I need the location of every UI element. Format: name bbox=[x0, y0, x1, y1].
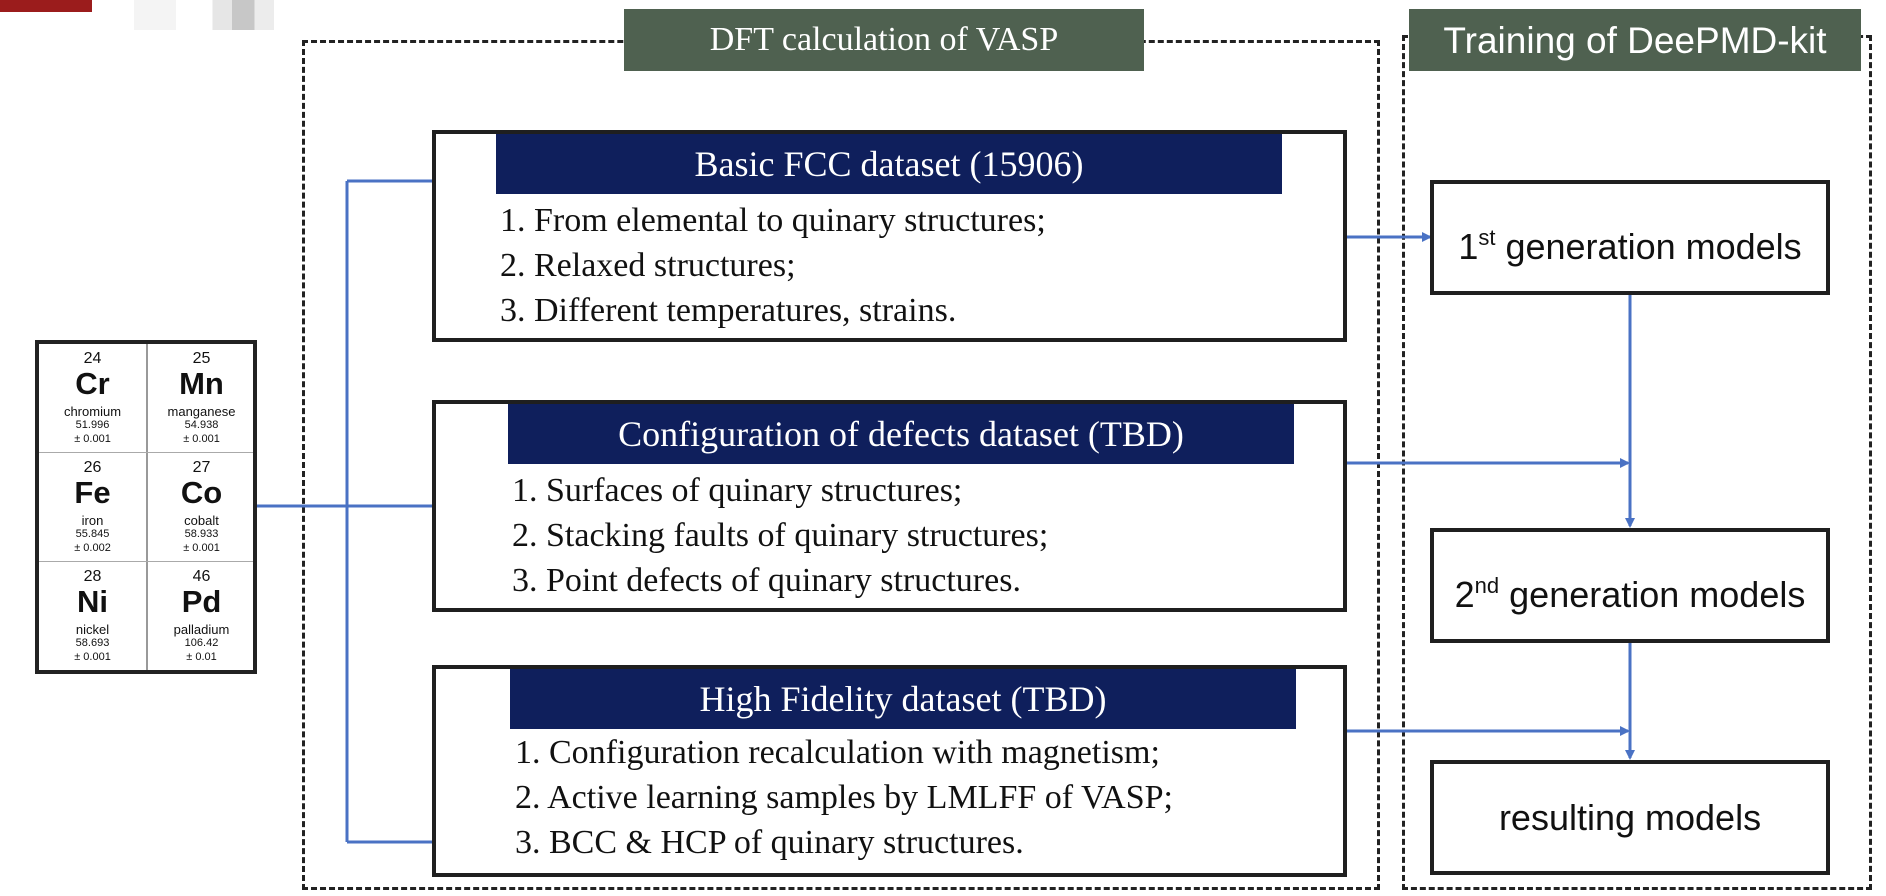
resulting-models-label: resulting models bbox=[1498, 797, 1762, 838]
element-number: 27 bbox=[192, 459, 211, 476]
dft-panel-title: DFT calculation of VASP bbox=[624, 9, 1144, 71]
element-number: 46 bbox=[192, 568, 211, 585]
element-uncertainty: ± 0.002 bbox=[74, 542, 111, 554]
element-number: 24 bbox=[83, 350, 102, 367]
element-uncertainty: ± 0.01 bbox=[186, 651, 217, 663]
element-uncertainty: ± 0.001 bbox=[74, 651, 111, 663]
defects-dataset-title: Configuration of defects dataset (TBD) bbox=[508, 404, 1294, 464]
defects-item-3: 3. Point defects of quinary structures. bbox=[512, 562, 1021, 599]
high-fidelity-item-2: 2. Active learning samples by LMLFF of VASP; bbox=[515, 779, 1173, 816]
element-symbol: Ni bbox=[77, 584, 108, 619]
resulting-models-box bbox=[1430, 760, 1830, 875]
element-symbol: Pd bbox=[181, 584, 222, 619]
element-symbol: Cr bbox=[75, 366, 110, 401]
element-cell-cr bbox=[39, 344, 146, 452]
element-name: nickel bbox=[75, 622, 110, 637]
element-name: iron bbox=[81, 513, 104, 528]
element-name: manganese bbox=[167, 404, 236, 419]
basic-fcc-dataset-title: Basic FCC dataset (15906) bbox=[496, 134, 1282, 194]
element-number: 25 bbox=[192, 350, 211, 367]
element-symbol: Co bbox=[180, 475, 223, 510]
first-generation-label: generation models bbox=[1495, 226, 1802, 267]
element-mass: 55.845 bbox=[75, 528, 110, 540]
high-fidelity-item-3: 3. BCC & HCP of quinary structures. bbox=[515, 824, 1024, 861]
element-cell-fe bbox=[39, 453, 146, 561]
element-cell-pd bbox=[148, 562, 255, 670]
element-mass: 106.42 bbox=[184, 637, 219, 649]
first-generation-number: 1 bbox=[1458, 226, 1479, 267]
basic-fcc-item-2: 2. Relaxed structures; bbox=[500, 247, 796, 284]
element-mass: 54.938 bbox=[184, 419, 219, 431]
first-generation-suffix: st bbox=[1478, 225, 1496, 250]
defects-item-1: 1. Surfaces of quinary structures; bbox=[512, 472, 963, 509]
element-cell-ni bbox=[39, 562, 146, 670]
second-generation-label: generation models bbox=[1499, 574, 1806, 615]
element-uncertainty: ± 0.001 bbox=[74, 433, 111, 445]
second-generation-models-box bbox=[1430, 528, 1830, 643]
element-mass: 51.996 bbox=[75, 419, 110, 431]
high-fidelity-dataset-title: High Fidelity dataset (TBD) bbox=[510, 669, 1296, 729]
element-name: cobalt bbox=[184, 513, 219, 528]
high-fidelity-item-1: 1. Configuration recalculation with magnetism; bbox=[515, 734, 1160, 771]
second-generation-number: 2 bbox=[1454, 574, 1475, 615]
element-symbol: Mn bbox=[179, 366, 224, 401]
element-cell-co bbox=[148, 453, 255, 561]
element-cell-mn bbox=[148, 344, 255, 452]
basic-fcc-item-3: 3. Different temperatures, strains. bbox=[500, 292, 957, 329]
first-generation-models-box bbox=[1430, 180, 1830, 295]
element-name: chromium bbox=[63, 404, 122, 419]
training-panel-title: Training of DeePMD-kit bbox=[1409, 9, 1861, 71]
element-name: palladium bbox=[173, 622, 230, 637]
periodic-table-elements bbox=[35, 340, 257, 674]
defects-item-2: 2. Stacking faults of quinary structures; bbox=[512, 517, 1049, 554]
element-uncertainty: ± 0.001 bbox=[183, 433, 220, 445]
element-number: 28 bbox=[83, 568, 102, 585]
element-mass: 58.933 bbox=[184, 528, 219, 540]
element-uncertainty: ± 0.001 bbox=[183, 542, 220, 554]
second-generation-suffix: nd bbox=[1474, 573, 1500, 598]
basic-fcc-item-1: 1. From elemental to quinary structures; bbox=[500, 202, 1046, 239]
element-number: 26 bbox=[83, 459, 102, 476]
element-mass: 58.693 bbox=[75, 637, 110, 649]
element-symbol: Fe bbox=[74, 475, 111, 510]
